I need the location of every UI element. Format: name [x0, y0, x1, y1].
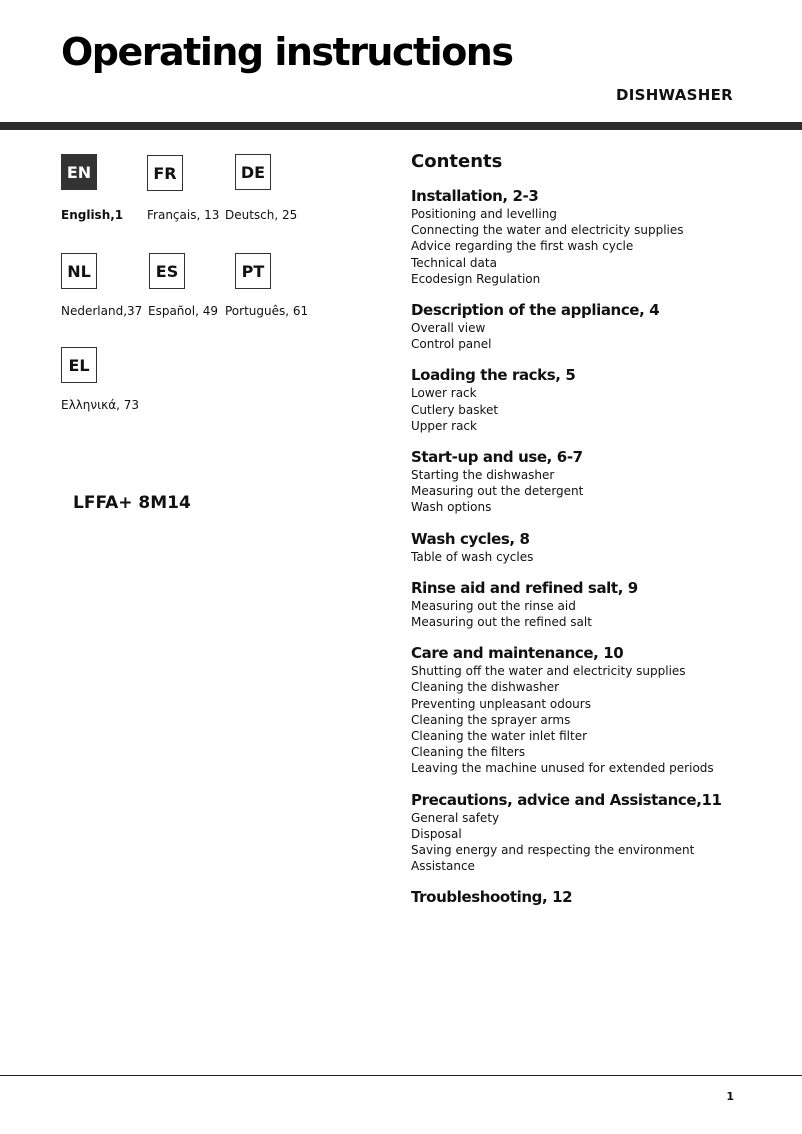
lang-label-en: English,1	[61, 208, 124, 222]
footer-divider	[0, 1075, 802, 1076]
toc-item[interactable]: Leaving the machine unused for extended periods	[411, 761, 714, 776]
lang-box-el[interactable]: EL	[61, 347, 97, 383]
lang-label-el: Ελληνικά, 73	[61, 398, 140, 412]
toc-section	[411, 644, 771, 776]
product-category: DISHWASHER	[615, 86, 733, 104]
toc-item[interactable]: Cleaning the dishwasher	[411, 680, 560, 695]
page-number: 1	[726, 1090, 734, 1103]
page-title: Operating instructions	[61, 30, 513, 74]
toc-section-title[interactable]: Rinse aid and refined salt, 9	[411, 578, 638, 597]
toc-item[interactable]: Saving energy and respecting the environment	[411, 843, 695, 858]
toc-item[interactable]: Measuring out the detergent	[411, 484, 584, 499]
toc-item[interactable]: Wash options	[411, 500, 492, 515]
toc-item[interactable]: Starting the dishwasher	[411, 468, 555, 483]
toc-item[interactable]: Upper rack	[411, 418, 477, 433]
toc-section-title[interactable]: Description of the appliance, 4	[411, 301, 660, 320]
toc-item[interactable]: Advice regarding the first wash cycle	[411, 239, 634, 254]
table-of-contents	[411, 187, 771, 921]
toc-item[interactable]: Assistance	[411, 859, 475, 874]
lang-box-de[interactable]: DE	[235, 154, 271, 190]
toc-item[interactable]: Connecting the water and electricity supplies	[411, 223, 684, 238]
toc-section-title[interactable]: Installation, 2-3	[411, 187, 539, 205]
toc-item[interactable]: Cleaning the water inlet filter	[411, 729, 588, 744]
toc-section	[411, 579, 771, 630]
toc-item[interactable]: General safety	[411, 810, 500, 825]
lang-label-fr: Français, 13	[147, 208, 220, 222]
toc-item[interactable]: Measuring out the refined salt	[411, 615, 592, 630]
lang-label-nl: Nederland,37	[61, 304, 143, 318]
toc-section	[411, 791, 771, 875]
toc-item[interactable]: Control panel	[411, 337, 492, 352]
toc-item[interactable]: Overall view	[411, 321, 486, 336]
toc-item[interactable]: Cutlery basket	[411, 402, 499, 417]
toc-item[interactable]: Cleaning the sprayer arms	[411, 712, 571, 727]
toc-section	[411, 301, 771, 352]
toc-item[interactable]: Shutting off the water and electricity supplies	[411, 664, 686, 679]
toc-item[interactable]: Measuring out the rinse aid	[411, 598, 576, 613]
toc-item[interactable]: Preventing unpleasant odours	[411, 696, 591, 711]
toc-item[interactable]: Cleaning the filters	[411, 745, 526, 760]
header-divider	[0, 122, 802, 130]
lang-label-es: Español, 49	[148, 304, 218, 318]
model-number: LFFA+ 8M14	[73, 493, 191, 513]
toc-item[interactable]: Positioning and levelling	[411, 207, 557, 221]
lang-box-en[interactable]: EN	[61, 154, 97, 190]
toc-section-title[interactable]: Precautions, advice and Assistance,11	[411, 790, 722, 809]
toc-section	[411, 448, 771, 516]
lang-label-pt: Português, 61	[225, 304, 309, 318]
toc-section-title[interactable]: Loading the racks, 5	[411, 366, 576, 385]
lang-box-fr[interactable]: FR	[147, 155, 183, 191]
toc-item[interactable]: Disposal	[411, 826, 462, 841]
toc-item[interactable]: Table of wash cycles	[411, 549, 534, 564]
toc-section	[411, 366, 771, 434]
toc-item[interactable]: Ecodesign Regulation	[411, 271, 541, 286]
toc-section	[411, 888, 771, 907]
toc-section-title[interactable]: Troubleshooting, 12	[411, 888, 573, 907]
toc-item[interactable]: Technical data	[411, 255, 497, 270]
lang-box-nl[interactable]: NL	[61, 253, 97, 289]
toc-section	[411, 530, 771, 565]
lang-label-de: Deutsch, 25	[225, 208, 298, 222]
lang-box-pt[interactable]: PT	[235, 253, 271, 289]
contents-heading: Contents	[411, 151, 503, 172]
toc-section-title[interactable]: Care and maintenance, 10	[411, 644, 624, 663]
toc-item[interactable]: Lower rack	[411, 386, 477, 401]
toc-section-title[interactable]: Wash cycles, 8	[411, 529, 530, 548]
toc-section-title[interactable]: Start-up and use, 6-7	[411, 448, 583, 467]
lang-box-es[interactable]: ES	[149, 253, 185, 289]
toc-section	[411, 187, 771, 287]
